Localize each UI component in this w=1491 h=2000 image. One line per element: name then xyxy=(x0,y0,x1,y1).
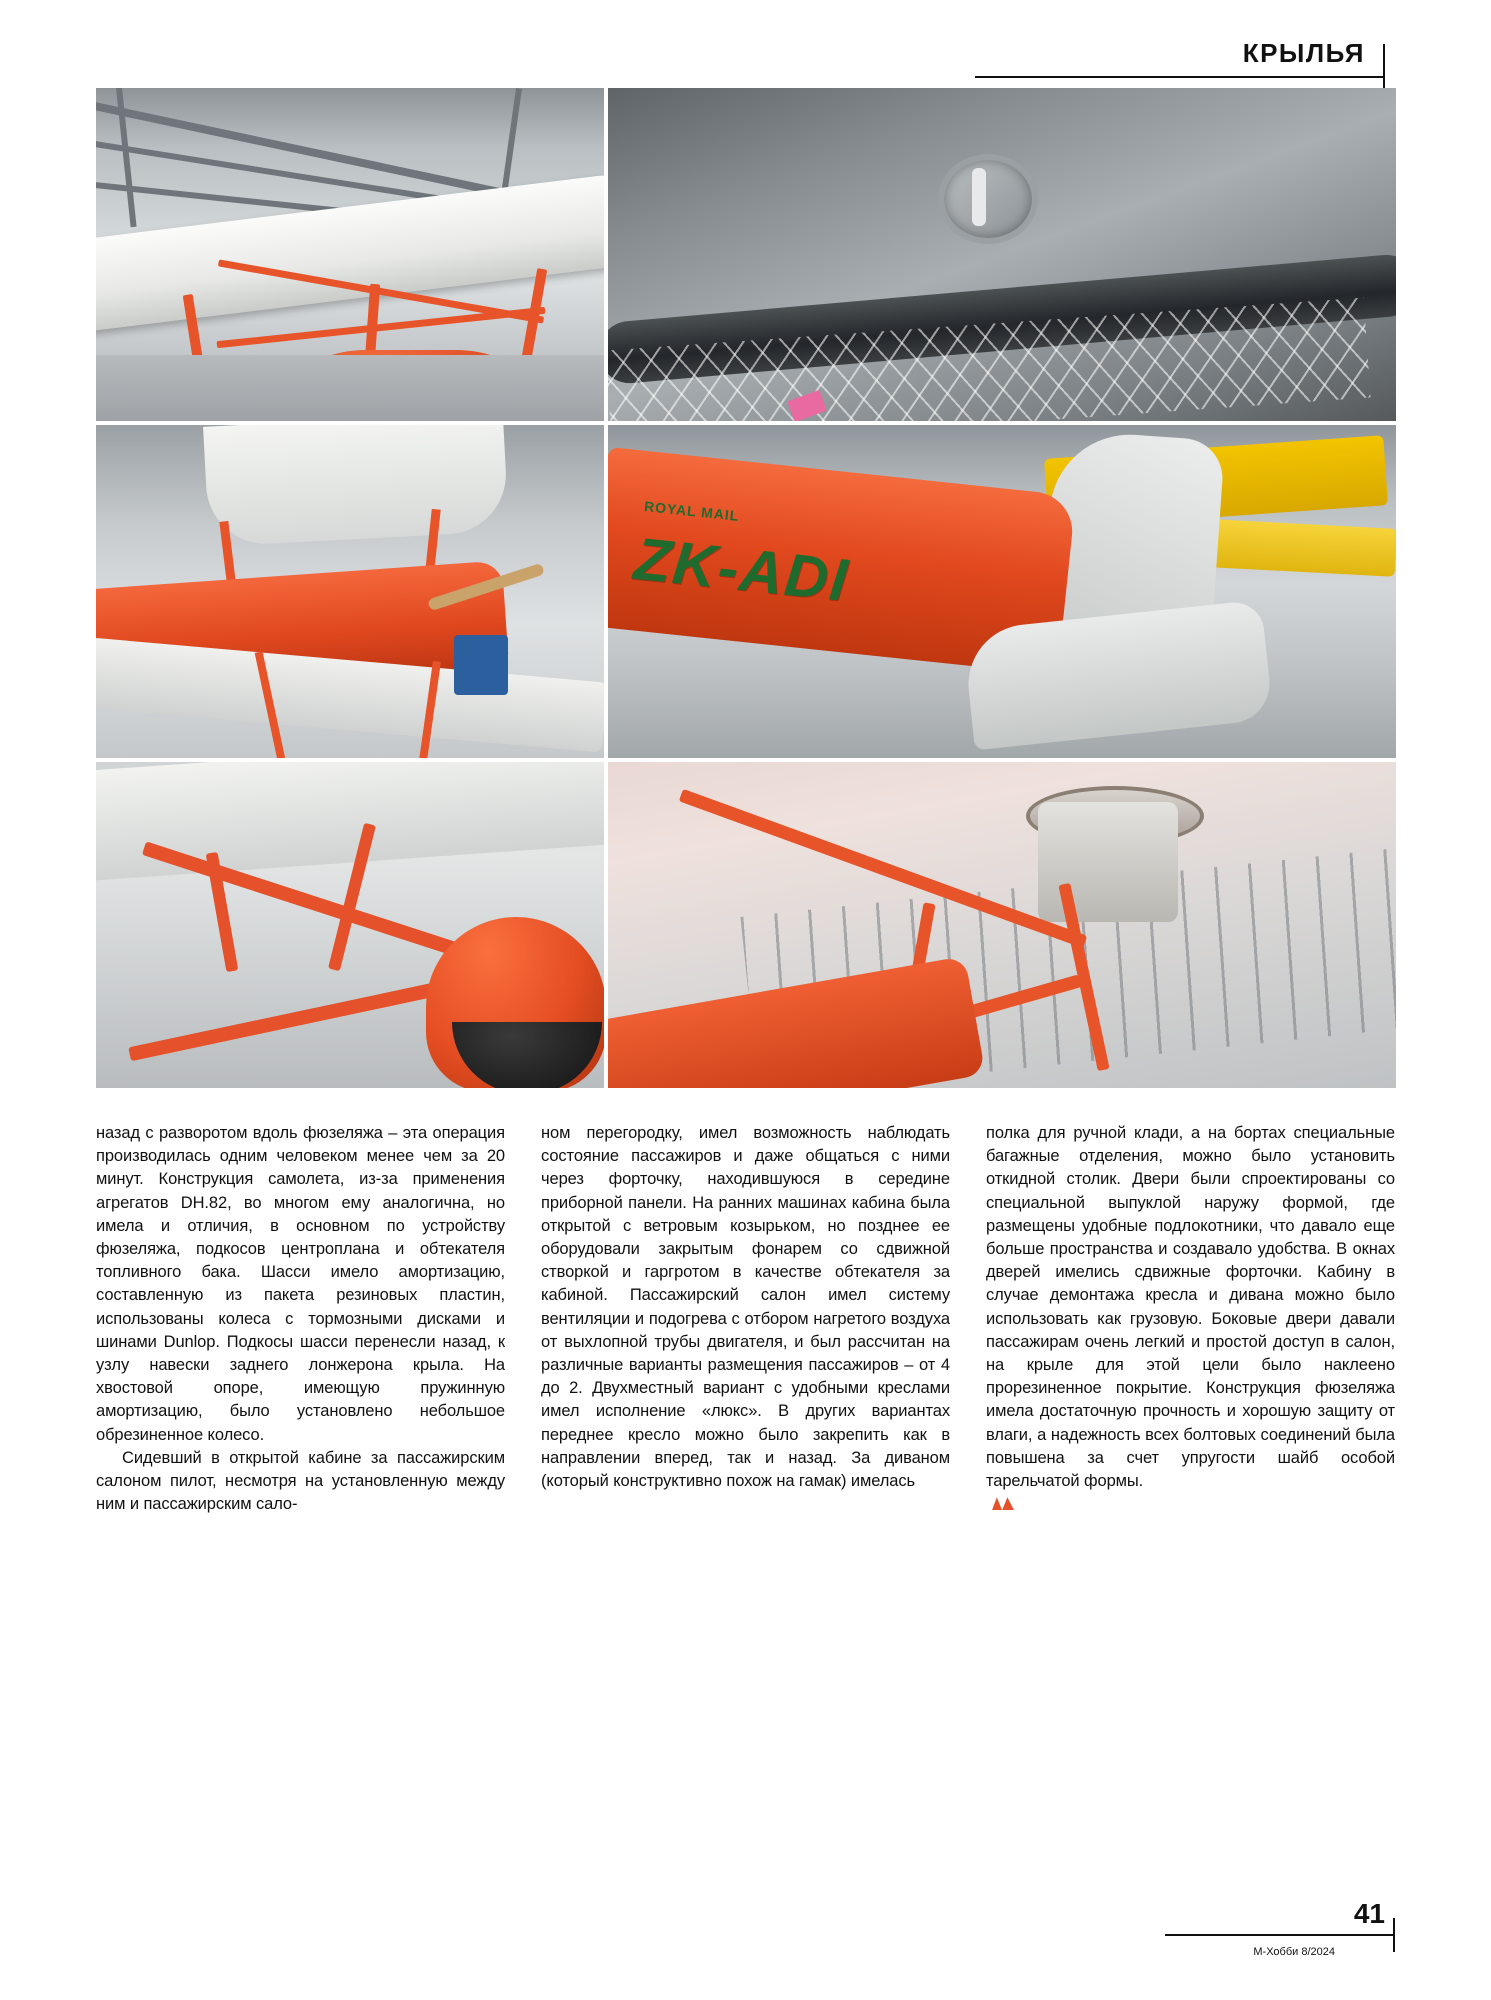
end-mark-icon xyxy=(992,1497,1014,1510)
header-tick xyxy=(1383,44,1385,92)
text-column-2 xyxy=(541,1122,950,1516)
text-column-3 xyxy=(986,1122,1395,1516)
page-title: КРЫЛЬЯ xyxy=(1242,38,1365,68)
footer-rule xyxy=(1165,1934,1395,1936)
photo-undercarriage-wheel-spat xyxy=(96,762,604,1088)
paragraph: Сидевший в открытой кабине за пассажирским салоном пилот, несмотря на установленную между ним и пассажирским сало- xyxy=(96,1448,505,1514)
photo-wing-root-truss xyxy=(608,762,1396,1088)
royal-mail-marking: ROYAL MAIL xyxy=(643,498,741,524)
page-header xyxy=(975,24,1395,80)
photo-wing-struts-hangar xyxy=(96,88,604,421)
article-body xyxy=(96,1122,1396,1516)
text-column-1 xyxy=(96,1122,505,1516)
issue-label: М-Хобби 8/2024 xyxy=(1253,1946,1335,1958)
photo-fuselage-interior-window xyxy=(608,88,1396,421)
photo-orange-biplane-side xyxy=(96,425,604,758)
paragraph: ном перегородку, имел возможность наблюдать состояние пассажиров и даже общаться с ними через форточку, находившуюся в середине приборной панели. На ранних машинах кабина была открытой с ветровым козырьком, но позднее ее оборудовали закрытым фонарем со сдвижной створкой и гаргротом в качестве обтекателя за кабиной. Пассажирский салон имел систему вентиляции и подогрева с отбором нагретого воздуха от выхлопной трубы двигателя, и был рассчитан на различные варианты размещения пассажиров – от 4 до 2. Двухместный вариант с удобными креслами имел исполнение «люкс». В других вариантах переднее кресло можно было закрепить как в направлении вперед, так и назад. За диваном (который конструктивно похож на гамак) имелась xyxy=(541,1124,950,1491)
photo-tail-registration-zk-adi xyxy=(608,425,1396,758)
header-rule xyxy=(975,76,1385,78)
paragraph: полка для ручной клади, а на бортах специальные багажные отделения, можно было установить откидной столик. Двери были спроектированы со специальной выпуклой наружу формой, где размещены удобные подлокотники, что давало еще больше пространства и создавало удобства. В окнах дверей имелись сдвижные форточки. Кабину в случае демонтажа кресла и дивана можно было использовать как грузовую. Боковые двери давали пассажирам очень легкий и простой доступ в салон, на крыле для этой цели было наклеено прорезиненное покрытие. Конструкция фюзеляжа имела достаточную прочность и хорошую защиту от влаги, а надежность всех болтовых соединений была повышена за счет упругости шайб особой тарельчатой формы. xyxy=(986,1124,1395,1491)
page-number: 41 xyxy=(1353,1898,1385,1929)
cabin-window xyxy=(938,154,1038,244)
registration-marking: ZK-ADI xyxy=(631,524,853,615)
paragraph: назад с разворотом вдоль фюзеляжа – эта операция производилась одним человеком менее чем за 20 минут. Конструкция самолета, из-за применения агрегатов DH.82, во многом ему аналогична, но имела и отличия, в основном по устройству фюзеляжа, подкосов центроплана и обтекателя топливного бака. Шасси имело амортизацию, составленную из пакета резиновых пластин, использованы колеса с тормозными дисками и шинами Dunlop. Подкосы шасси перенесли назад, к узлу навески заднего лонжерона крыла. На хвостовой опоре, имеющую пружинную амортизацию, было установлено небольшое обрезиненное колесо. xyxy=(96,1124,505,1444)
footer-tick xyxy=(1393,1918,1395,1952)
photo-grid xyxy=(96,88,1396,1088)
